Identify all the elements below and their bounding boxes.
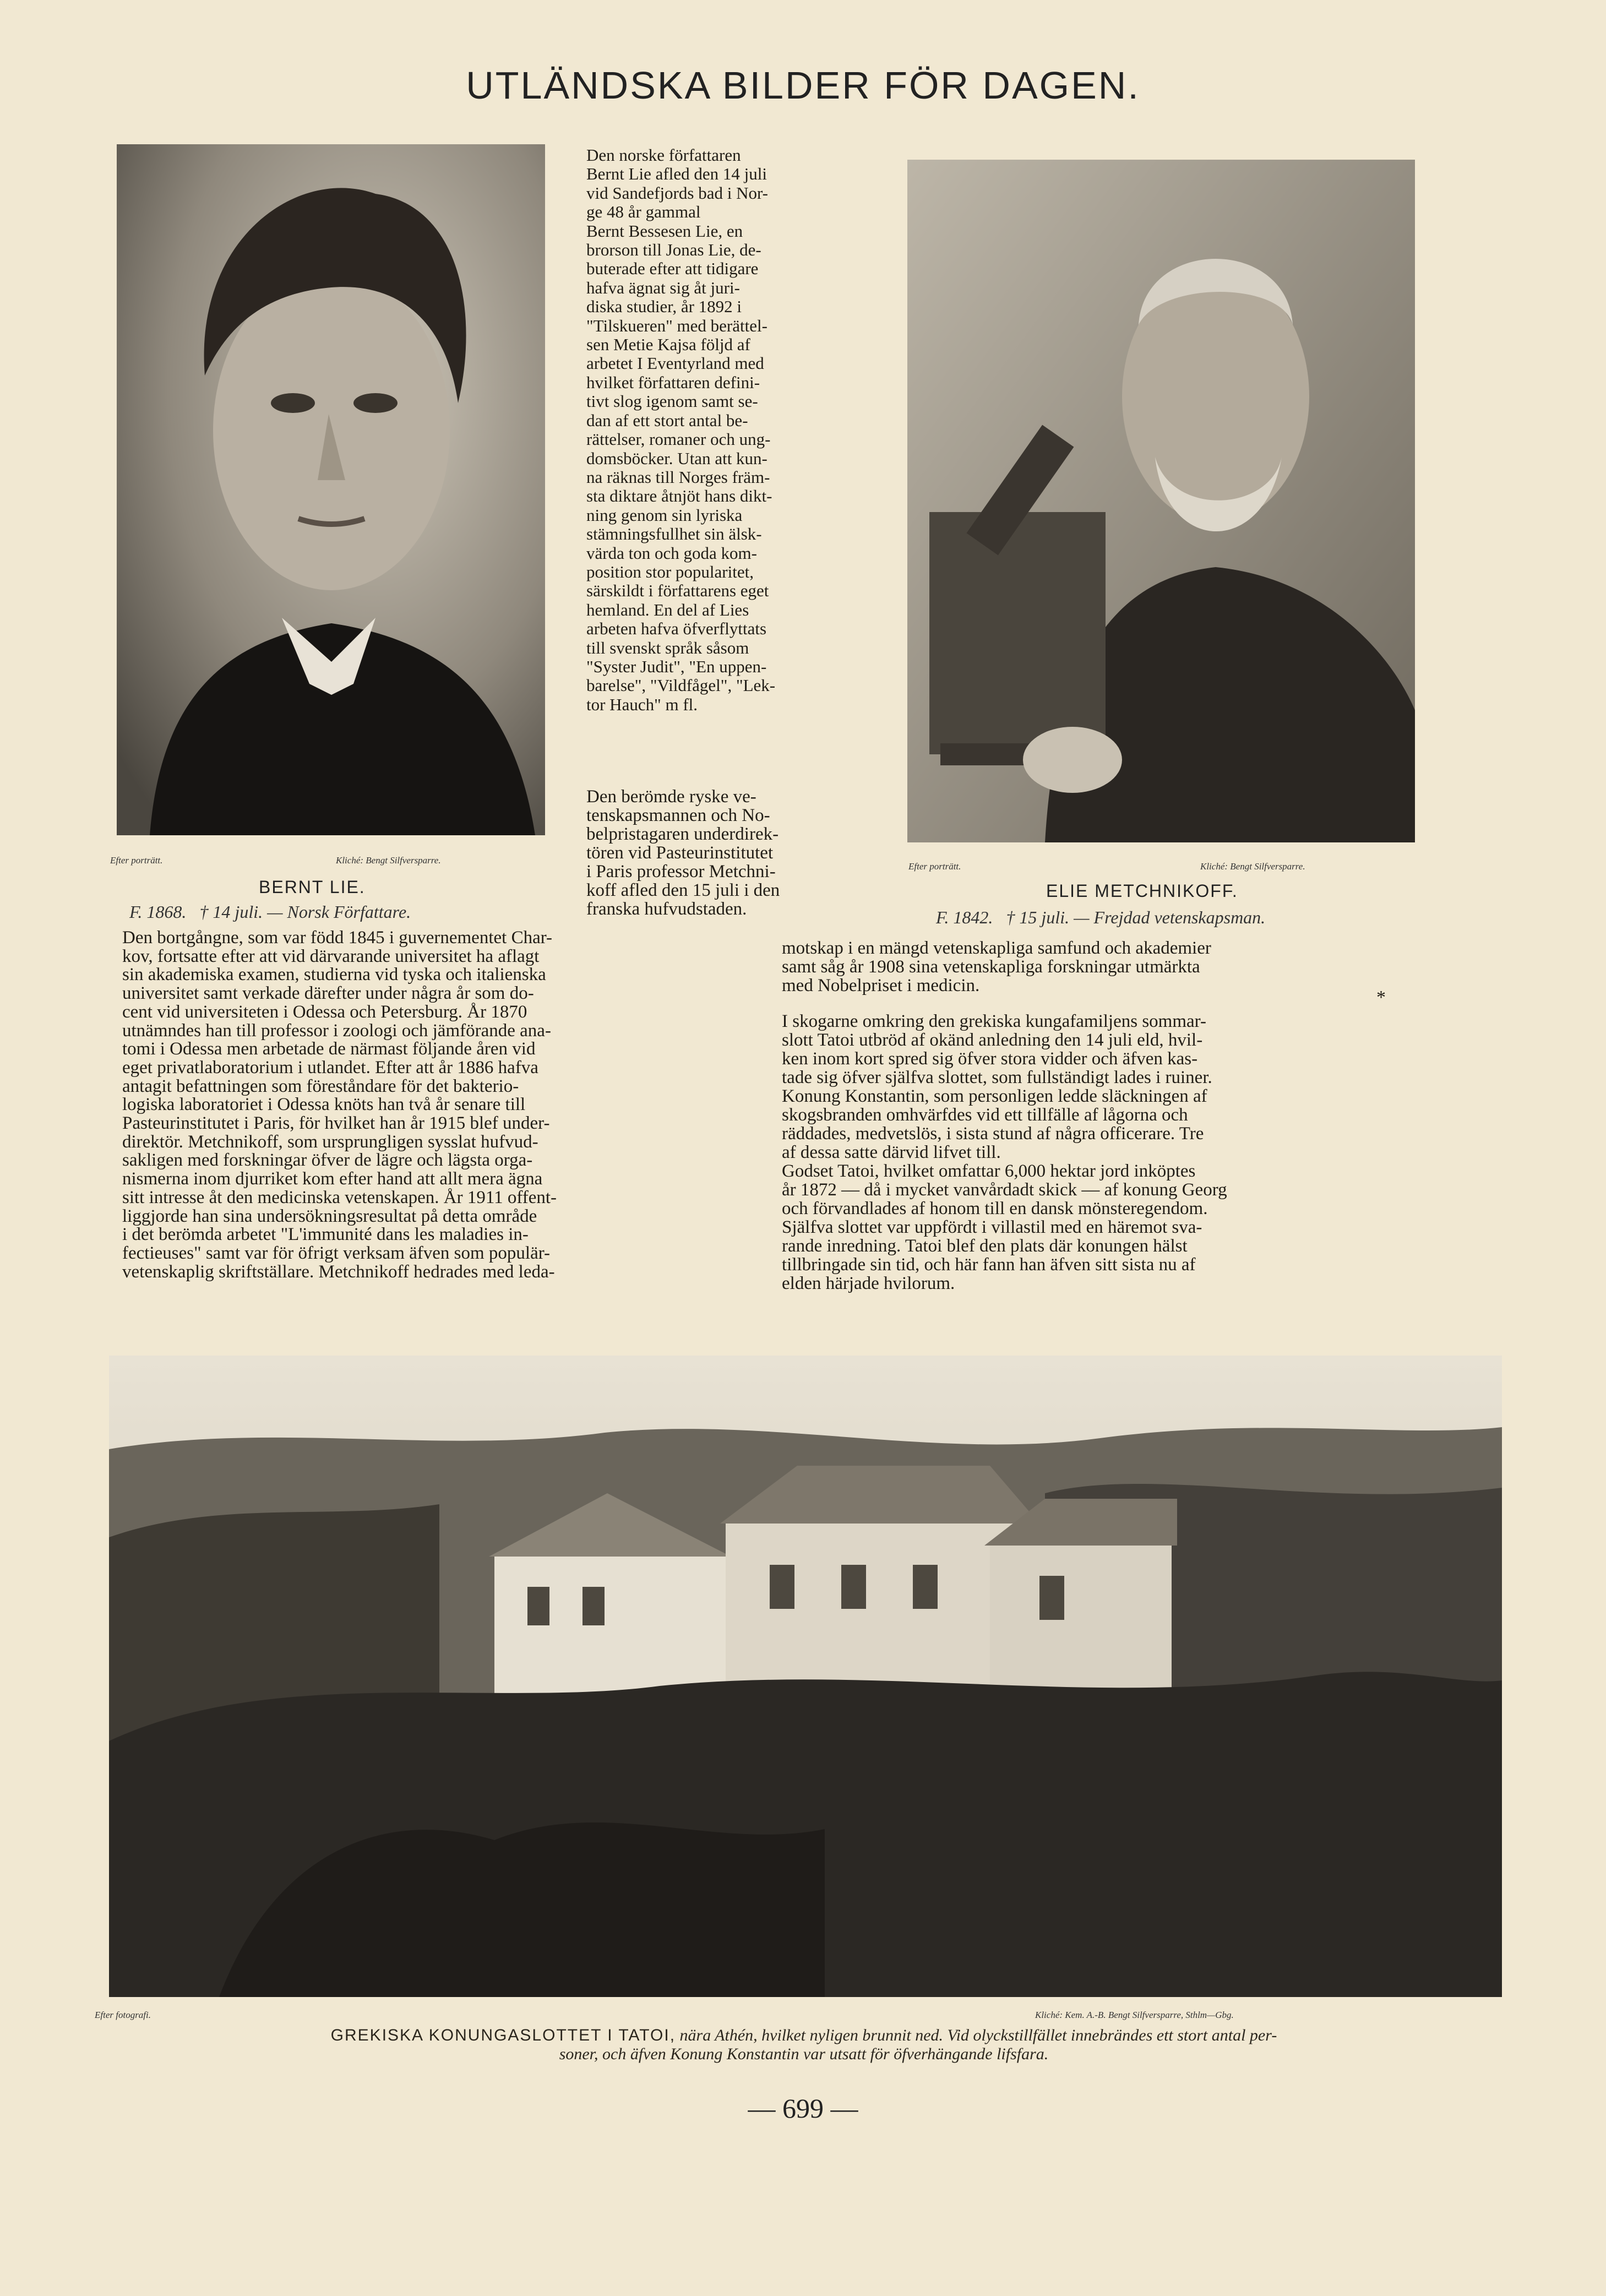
metchnikoff-dates: F. 1842. † 15 juli. — Frejdad vetenskapsman.	[936, 907, 1266, 927]
page-number: — 699 —	[748, 2093, 858, 2124]
metchnikoff-credit-right: Kliché: Bengt Silfversparre.	[1200, 861, 1305, 872]
tatoi-article: I skogarne omkring den grekiska kungafamiljens sommar- slott Tatoi utbröd af okänd anledning den 14 juli eld, hvil- ken inom kort spred sig öfver stora vidder och äfven kas- tade sig öfver själfva slottet, som fullständigt lades i ruiner. Konung Konstantin, som personligen ledde släckningen af skogsbranden omhvärfdes vid ett tillfälle af lågorna och räddades, medvetslös, i sista stund af några officerare. Tre af dessa satte därvid lifvet till. Godset Tatoi, hvilket omfattar 6,000 hektar jord inköptes år 1872 — då i mycket vanvårdadt skick — af konung Georg och förvandlades af honom till en dansk mönsteregendom. Själfva slottet var uppfördt i villastil med en häremot sva- rande inredning. Tatoi blef den plats där konungen hälst tillbringade sin tid, och här fann han äfven sitt sista nu af elden härjade hvilorum.	[782, 1011, 1227, 1293]
portrait-image-icon	[907, 160, 1415, 842]
tatoi-credit-right: Kliché: Kem. A.-B. Bengt Silfversparre, Sthlm—Gbg.	[1035, 2010, 1234, 2020]
bernt-lie-portrait	[117, 144, 545, 835]
metchnikoff-intro: Den berömde ryske ve- tenskapsmannen och No- belpristagaren underdirek- tören vid Pasteurinstitutet i Paris professor Metchni- koff afled den 15 juli i den franska hufvudstaden.	[586, 787, 780, 919]
separator-star: *	[1376, 987, 1386, 1008]
tatoi-caption-title: GREKISKA KONUNGASLOTTET I TATOI,	[330, 2026, 676, 2044]
lie-credit-right: Kliché: Bengt Silfversparre.	[336, 855, 441, 866]
metchnikoff-portrait	[907, 160, 1415, 842]
tatoi-caption-rest: nära Athén, hvilket nyligen brunnit ned. Vid olyckstillfället innebrändes ett stort antal per-	[679, 2026, 1277, 2044]
metchnikoff-credit-left: Efter porträtt.	[908, 861, 961, 872]
lie-article: Den norske författaren Bernt Lie afled den 14 juli vid Sandefjords bad i Nor- ge 48 år gammal Bernt Bessesen Lie, en brorson till Jonas Lie, de- buterade efter att tidigare hafva ägnat sig åt juri- diska studier, år 1892 i "Tilskueren" med berättel- sen Metie Kajsa följd af arbetet I Eventyrland med hvilket författaren defini- tivt slog igenom samt se- dan af ett stort antal be- rättelser, romaner och ung- domsböcker. Utan att kun- na räknas till Norges främ- sta diktare åtnjöt hans dikt- ning genom sin lyriska stämningsfullhet sin älsk- värda ton och goda kom- position stor popularitet, särskildt i författarens eget hemland. En del af Lies arbeten hafva öfverflyttats till svenskt språk såsom "Syster Judit", "En uppen- barelse", "Vildfågel", "Lek- tor Hauch" m fl.	[586, 145, 776, 714]
tatoi-credit-left: Efter fotografi.	[95, 2010, 151, 2020]
metchnikoff-body-left: Den bortgångne, som var född 1845 i guvernementet Char- kov, fortsatte efter att vid därvarande universitet ha aflagt sin akademiska examen, studierna vid tyska och italienska universitet samt verkade därefter under några år som do- cent vid universiteten i Odessa och Petersburg. År 1870 utnämndes han till professor i zoologi och jämförande ana- tomi i Odessa men arbetade de närmast följande åren vid eget privatlaboratorium i utlandet. Efter att år 1886 hafva antagit befattningen som föreståndare för det bakterio- logiska laboratoriet i Odessa knöts han två år senare till Pasteurinstitutet i Paris, för hvilket han år 1915 blef under- direktör. Metchnikoff, som ursprungligen sysslat hufvud- sakligen med forskningar öfver de lägre och lägsta orga- nismerna inom djurriket kom efter hand att allt mera ägna sitt intresse åt den medicinska vetenskapen. År 1911 offent- liggjorde han sina undersökningsresultat på detta område i det berömda arbetet "L'immunité dans les maladies in- fectieuses" samt var för öfrigt verksam äfven som populär- vetenskaplig skriftställare. Metchnikoff hedrades med leda-	[122, 928, 557, 1282]
landscape-image-icon	[109, 1356, 1502, 1997]
tatoi-caption-line2: soner, och äfven Konung Konstantin var utsatt för öfverhängande lifsfara.	[559, 2045, 1049, 2063]
page-title: UTLÄNDSKA BILDER FÖR DAGEN.	[466, 64, 1140, 107]
lie-name: BERNT LIE.	[259, 877, 366, 897]
lie-credit-left: Efter porträtt.	[110, 855, 163, 866]
tatoi-palace-photo	[109, 1356, 1502, 1997]
lie-dates: F. 1868. † 14 juli. — Norsk Författare.	[129, 902, 411, 922]
tatoi-caption	[88, 2026, 1520, 2064]
metchnikoff-name: ELIE METCHNIKOFF.	[1046, 881, 1238, 901]
metchnikoff-body-right: motskap i en mängd vetenskapliga samfund och akademier samt såg år 1908 sina vetenskapliga forskningar utmärkta med Nobelpriset i medicin.	[782, 938, 1211, 995]
portrait-image-icon	[117, 144, 545, 835]
